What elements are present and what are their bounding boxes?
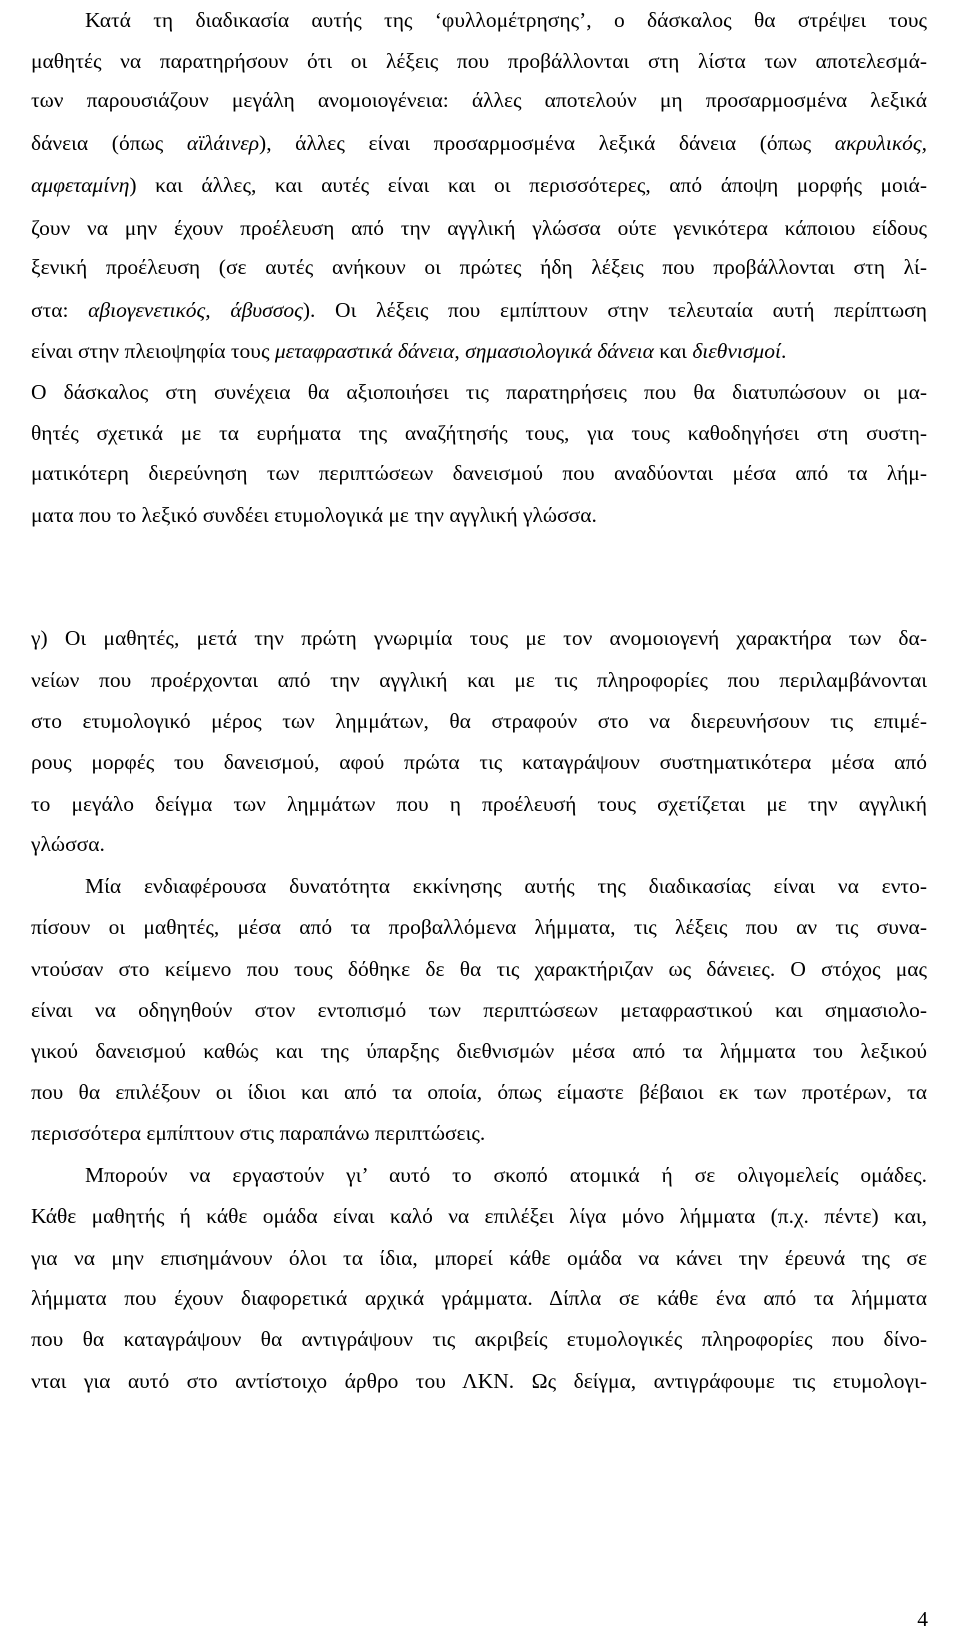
text-run: και [653, 339, 693, 363]
text-run: Κάθε μαθητής ή κάθε ομάδα είναι καλό να επιλέξει λίγα μόνο λήμματα (π.χ. πέντε) και, [31, 1204, 927, 1228]
text-run: ρους μορφές του δανεισμού, αφού πρώτα τις καταγράψουν συστηματικότερα μέσα από [31, 750, 927, 774]
text-run: Κατά τη διαδικασία αυτής της ‘φυλλομέτρησης’, ο δάσκαλος θα στρέψει τους [85, 8, 927, 32]
text-run: , [454, 339, 466, 363]
text-run: ντούσαν στο κείμενο που τους δόθηκε δε θα τις χαρακτήριζαν ως δάνειες. Ο στόχος μας [31, 957, 927, 981]
text-run: το μεγάλο δείγμα των λημμάτων που η προέλευσή τους σχετίζεται με την αγγλική [31, 792, 927, 816]
text-run: που θα επιλέξουν οι ίδιοι και από τα οποία, όπως είμαστε βέβαιοι εκ των προτέρων, τα [31, 1080, 927, 1104]
text-run: γικού δανεισμού καθώς και της ύπαρξης διεθνισμών μέσα από τα λήμματα του λεξικού [31, 1039, 927, 1063]
text-line [31, 337, 927, 365]
text-line [31, 501, 927, 529]
text-run: πίσουν οι μαθητές, μέσα από τα προβαλλόμενα λήμματα, τις λέξεις που αν τις συνα- [31, 915, 927, 939]
text-run: γ) Οι μαθητές, μετά την πρώτη γνωριμία τους με τον ανομοιογενή χαρακτήρα των δα- [31, 626, 927, 650]
text-line [31, 419, 927, 447]
text-run: . [780, 339, 787, 363]
text-line [31, 86, 927, 114]
text-line [31, 830, 927, 858]
text-line [31, 1078, 927, 1106]
text-run: ζουν να μην έχουν προέλευση από την αγγλική γλώσσα ούτε γενικότερα κάποιου είδους [31, 216, 927, 240]
text-run: περισσότερα εμπίπτουν στις παραπάνω περιπτώσεις. [31, 1121, 486, 1145]
text-line [31, 47, 927, 75]
text-run: στα: [31, 298, 89, 322]
text-run: για να μην επισημάνουν όλοι τα ίδια, μπορεί κάθε ομάδα να κάνει την έρευνά της σε [31, 1246, 927, 1270]
text-run: δάνεια (όπως [31, 131, 187, 155]
text-run: ξενική προέλευση (σε αυτές ανήκουν οι πρώτες ήδη λέξεις που προβάλλονται στη λί- [31, 255, 927, 279]
text-run: Μπορούν να εργαστούν γι’ αυτό το σκοπό ατομικά ή σε ολιγομελείς ομάδες. [85, 1163, 927, 1187]
text-run: ). Οι λέξεις που εμπίπτουν στην τελευταία αυτή περίπτωση [302, 298, 927, 322]
text-run: Μία ενδιαφέρουσα δυνατότητα εκκίνησης αυτής της διαδικασίας είναι να εντο- [85, 874, 927, 898]
text-line [31, 296, 927, 324]
text-line [31, 129, 927, 157]
text-run: ) και άλλες, και αυτές είναι και οι περισσότερες, από άποψη μορφής μοιά- [129, 173, 927, 197]
text-run: λήμματα που έχουν διαφορετικά αρχικά γράμματα. Δίπλα σε κάθε ένα από τα λήμματα [31, 1286, 927, 1310]
text-line [85, 6, 927, 34]
text-line [31, 1244, 927, 1272]
italic-term: αβιογενετικός, άβυσσος [88, 298, 303, 322]
text-run: ματα που το λεξικό συνδέει ετυμολογικά με την αγγλική γλώσσα. [31, 503, 597, 527]
text-line [85, 1161, 927, 1189]
text-line [31, 913, 927, 941]
text-run: που θα καταγράψουν θα αντιγράψουν τις ακριβείς ετυμολογικές πληροφορίες που δίνο- [31, 1327, 927, 1351]
text-run: ματικότερη διερεύνηση των περιπτώσεων δανεισμού που αναδύονται μέσα από τα λήμ- [31, 461, 927, 485]
text-run: μαθητές να παρατηρήσουν ότι οι λέξεις που προβάλλονται στη λίστα των αποτελεσμά- [31, 49, 927, 73]
page-number: 4 [917, 1607, 928, 1631]
text-line [31, 1325, 927, 1353]
italic-term: μεταφραστικά δάνεια [274, 339, 455, 363]
text-line [31, 214, 927, 242]
text-run: νείων που προέρχονται από την αγγλική και με τις πληροφορίες που περιλαμβάνονται [31, 668, 927, 692]
italic-term: διεθνισμοί [692, 339, 781, 363]
text-line [31, 1119, 927, 1147]
text-run: στο ετυμολογικό μέρος των λημμάτων, θα στραφούν στο να διερευνήσουν τις επιμέ- [31, 709, 927, 733]
text-line [31, 748, 927, 776]
text-run: γλώσσα. [31, 832, 105, 856]
text-run: είναι στην πλειοψηφία τους [31, 339, 275, 363]
text-run: των παρουσιάζουν μεγάλη ανομοιογένεια: άλλες αποτελούν μη προσαρμοσμένα λεξικά [31, 88, 927, 112]
text-line [85, 872, 927, 900]
text-run: Ο δάσκαλος στη συνέχεια θα αξιοποιήσει τις παρατηρήσεις που θα διατυπώσουν οι μα- [31, 380, 927, 404]
text-line [31, 1202, 927, 1230]
text-line [31, 955, 927, 983]
text-line [31, 996, 927, 1024]
italic-term: σημασιολογικά δάνεια [465, 339, 654, 363]
italic-term: ακρυλικός, [834, 131, 928, 155]
text-line [31, 666, 927, 694]
text-line [31, 378, 927, 406]
text-line [31, 1037, 927, 1065]
text-line [31, 1284, 927, 1312]
text-run: θητές σχετικά με τα ευρήματα της αναζήτησής τους, για τους καθοδηγήσει στη συστη- [31, 421, 927, 445]
text-line [31, 790, 927, 818]
text-line [31, 1367, 927, 1395]
text-run: νται για αυτό στο αντίστοιχο άρθρο του ΛΚΝ. Ως δείγμα, αντιγράφουμε τις ετυμολογι- [31, 1369, 927, 1393]
text-line [31, 253, 927, 281]
text-line [31, 171, 927, 199]
italic-term: αμφεταμίνη [31, 173, 130, 197]
text-run: ), άλλες είναι προσαρμοσμένα λεξικά δάνεια (όπως [259, 131, 835, 155]
text-line [31, 624, 927, 652]
text-line [31, 707, 927, 735]
italic-term: αϊλάινερ [186, 131, 260, 155]
text-run: είναι να οδηγηθούν στον εντοπισμό των περιπτώσεων μεταφραστικού και σημασιολο- [31, 998, 927, 1022]
text-line [31, 459, 927, 487]
